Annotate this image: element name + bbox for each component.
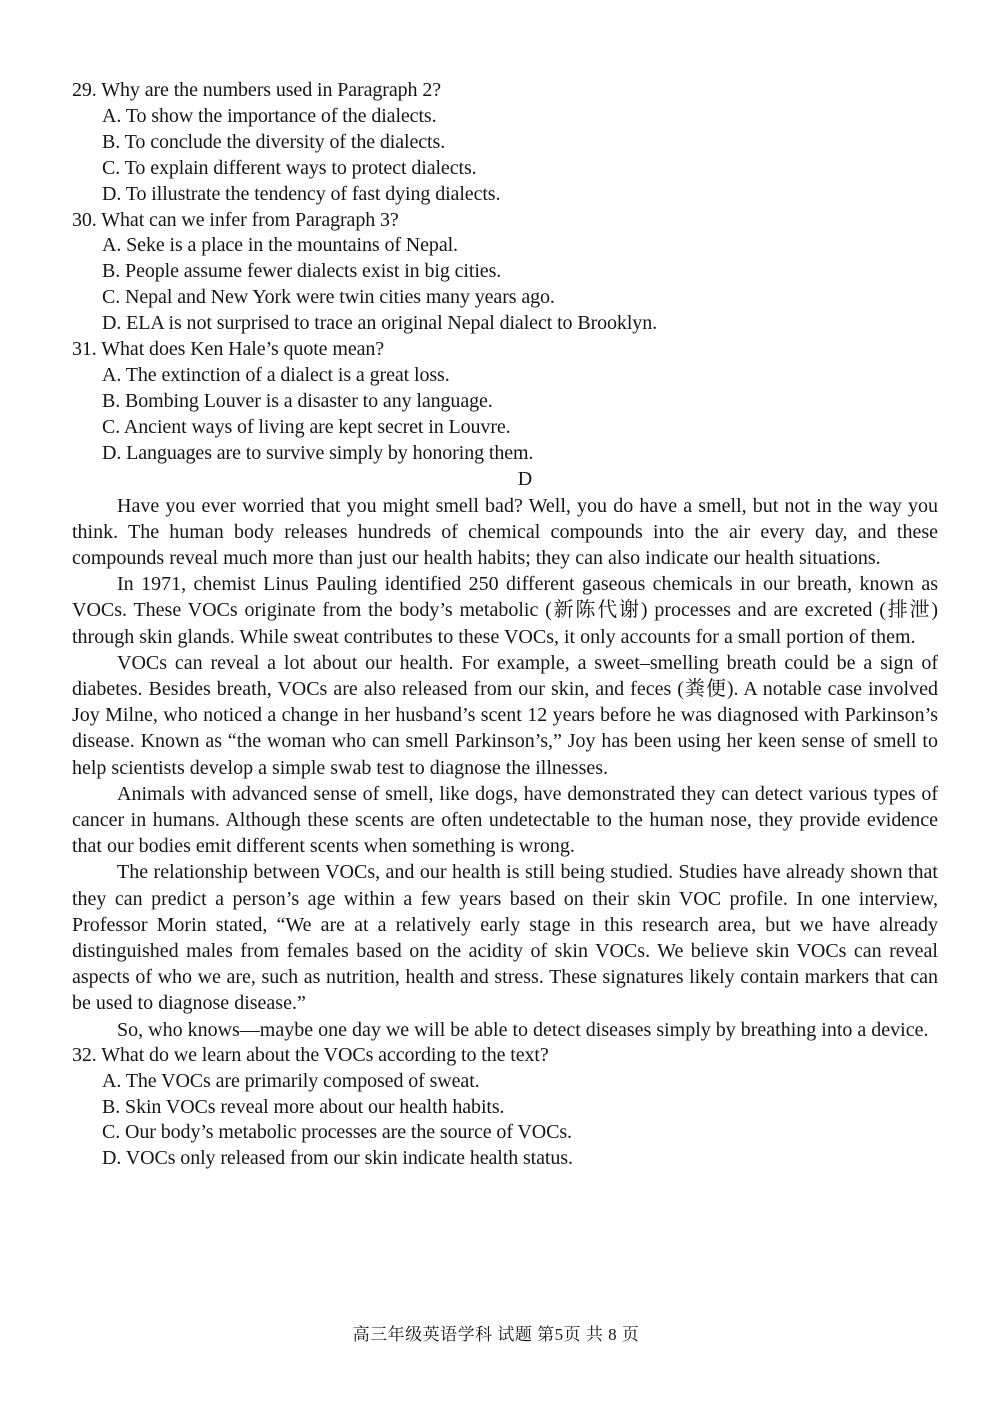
option-d: D. Languages are to survive simply by honoring them. xyxy=(102,441,534,464)
option-a: A. The VOCs are primarily composed of sweat. xyxy=(102,1069,480,1092)
section-title: D xyxy=(517,467,533,490)
option-b: B. Skin VOCs reveal more about our health habits. xyxy=(102,1095,505,1118)
question-stem: 29. Why are the numbers used in Paragraph 2? xyxy=(72,79,442,101)
passage-paragraph-4: Animals with advanced sense of smell, like dogs, have demonstrated they can detect various types of cancer in humans. Although these scents are often undetectable to the human nose, they provide evidence that our bodies emit different scents when something is wrong. xyxy=(72,782,938,858)
question-stem: 30. What can we infer from Paragraph 3? xyxy=(72,208,399,231)
page-content xyxy=(72,78,938,1172)
option-c: C. To explain different ways to protect dialects. xyxy=(102,156,477,179)
option-a: A. The extinction of a dialect is a great loss. xyxy=(102,363,450,386)
option-c: C. Our body’s metabolic processes are the source of VOCs. xyxy=(102,1121,572,1144)
page-footer: 高三年级英语学科 试题 第5页 共 8 页 xyxy=(352,1325,640,1344)
question-31 xyxy=(72,337,938,467)
question-32 xyxy=(72,1043,938,1173)
option-c: C. Ancient ways of living are kept secret in Louvre. xyxy=(102,415,511,438)
option-d: D. VOCs only released from our skin indicate health status. xyxy=(102,1147,573,1170)
option-d: D. To illustrate the tendency of fast dying dialects. xyxy=(102,182,501,205)
option-b: B. To conclude the diversity of the dialects. xyxy=(102,130,446,153)
passage-paragraph-2: In 1971, chemist Linus Pauling identified 250 different gaseous chemicals in our breath, known as VOCs. These VOCs originate from the body’s metabolic (新陈代谢) processes and are excreted (排泄) through skin glands. While sweat contributes to these VOCs, it only accounts for a small portion of them. xyxy=(72,573,938,648)
option-d: D. ELA is not surprised to trace an original Nepal dialect to Brooklyn. xyxy=(102,312,657,335)
option-b: B. People assume fewer dialects exist in big cities. xyxy=(102,260,502,283)
reading-passage xyxy=(72,493,938,1043)
passage-paragraph-6: So, who knows—maybe one day we will be able to detect diseases simply by breathing into a device. xyxy=(117,1018,929,1041)
option-c: C. Nepal and New York were twin cities many years ago. xyxy=(102,286,555,309)
passage-paragraph-3: VOCs can reveal a lot about our health. For example, a sweet–smelling breath could be a sign of diabetes. Besides breath, VOCs are also released from our skin, and feces (粪便). A notable case involved Joy Milne, who noticed a change in her husband’s scent 12 years before he was diagnosed with Parkinson’s disease. Known as “the woman who can smell Parkinson’s,” Joy has been using her keen sense of smell to help scientists develop a simple swab test to diagnose the illnesses. xyxy=(72,651,938,779)
passage-paragraph-5: The relationship between VOCs, and our health is still being studied. Studies have already shown that they can predict a person’s age within a few years based on their skin VOC profile. In one interview, Professor Morin stated, “We are at a relatively early stage in this research area, but we have already distinguished males from females based on the acidity of skin VOCs. We believe skin VOCs can reveal aspects of who we are, such as nutrition, health and stress. These signatures likely contain markers that can be used to diagnose disease.” xyxy=(72,861,938,1015)
question-30 xyxy=(72,208,938,338)
passage-paragraph-1: Have you ever worried that you might smell bad? Well, you do have a smell, but not in the way you think. The human body releases hundreds of chemical compounds into the air every day, and these compounds reveal much more than just our health habits; they can also indicate our health situations. xyxy=(72,494,938,569)
option-b: B. Bombing Louver is a disaster to any language. xyxy=(102,389,493,412)
option-a: A. Seke is a place in the mountains of Nepal. xyxy=(102,234,458,257)
question-29 xyxy=(72,78,938,208)
question-stem: 32. What do we learn about the VOCs according to the text? xyxy=(72,1043,549,1066)
option-a: A. To show the importance of the dialects. xyxy=(102,104,437,127)
question-stem: 31. What does Ken Hale’s quote mean? xyxy=(72,338,385,361)
